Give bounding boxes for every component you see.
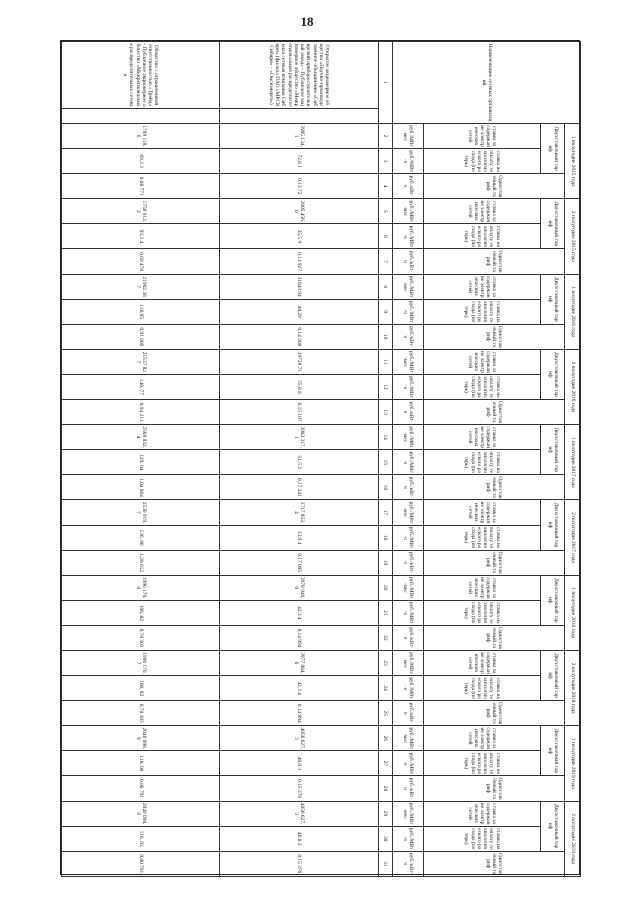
unit-mwh: руб./МВт·ч bbox=[393, 600, 424, 625]
one-part-tariff-header: Одноставочный тариф bbox=[423, 550, 564, 575]
column-number: 22 bbox=[378, 625, 393, 650]
rate-losses-header: ставка на оплату технологического расхода (потерь) bbox=[423, 299, 540, 324]
period-header: 1 полугодие 2015 года bbox=[565, 124, 581, 199]
value-cell: 72,6 1 bbox=[220, 149, 378, 174]
value-cell: 116, 03 bbox=[62, 826, 220, 851]
value-cell: 1,04 864 bbox=[62, 475, 220, 500]
column-number: 14 bbox=[378, 425, 393, 450]
unit-mw: руб./МВт·мес bbox=[393, 801, 424, 826]
value-cell: 46,0 3 bbox=[220, 751, 378, 776]
column-number: 10 bbox=[378, 324, 393, 349]
column-number: 21 bbox=[378, 600, 393, 625]
unit-mwh: руб./МВт·ч bbox=[393, 224, 424, 249]
value-cell: 3717 852,4 bbox=[220, 500, 378, 525]
value-cell: 140, 77 bbox=[62, 374, 220, 399]
column-number: 15 bbox=[378, 450, 393, 475]
column-number: 24 bbox=[378, 676, 393, 701]
column-number: 12 bbox=[378, 374, 393, 399]
unit-kwh: руб./кВт·ч bbox=[393, 400, 424, 425]
header-row-rates bbox=[423, 42, 540, 877]
header-row-units bbox=[393, 42, 424, 877]
period-header: 1 полугодие 2018 года bbox=[565, 575, 581, 650]
two-part-tariff-header: Двухставочный тариф bbox=[540, 726, 564, 776]
unit-mw: руб./МВт·мес bbox=[393, 575, 424, 600]
one-part-tariff-header: Одноставочный тариф bbox=[423, 701, 564, 726]
unit-kwh: руб./кВт·ч bbox=[393, 625, 424, 650]
two-part-tariff-header: Двухставочный тариф bbox=[540, 274, 564, 324]
rate-losses-header: ставка на оплату технологического расхода (потерь) bbox=[423, 450, 540, 475]
unit-mw: руб./МВт·мес bbox=[393, 274, 424, 299]
column-number: 30 bbox=[378, 826, 393, 851]
column-number: 4 bbox=[378, 174, 393, 199]
value-cell: 1789 118,6 bbox=[62, 124, 220, 149]
rate-losses-header: ставка на оплату технологического расхода (потерь) bbox=[423, 224, 540, 249]
value-cell: 0,78 303 bbox=[62, 701, 220, 726]
value-cell: 0,13 72 bbox=[220, 174, 378, 199]
unit-mw: руб./МВт·мес bbox=[393, 500, 424, 525]
unit-kwh: руб./кВт·ч bbox=[393, 851, 424, 876]
two-part-tariff-header: Двухставочный тариф bbox=[540, 124, 564, 174]
unit-mw: руб./МВт·мес bbox=[393, 425, 424, 450]
value-cell: 116,65 bbox=[62, 299, 220, 324]
column-number: 1 bbox=[378, 42, 393, 124]
value-cell: 3982 317,1 bbox=[220, 425, 378, 450]
two-part-tariff-header: Двухставочный тариф bbox=[540, 650, 564, 700]
tariff-table-frame bbox=[60, 40, 580, 875]
value-cell: 129, 04 bbox=[62, 450, 220, 475]
one-part-tariff-header: Одноставочный тариф bbox=[423, 625, 564, 650]
value-cell: 4056 627,3 bbox=[220, 726, 378, 751]
one-part-tariff-header: Одноставочный тариф bbox=[423, 475, 564, 500]
org-column-header: Наименование сетевых организаций bbox=[393, 42, 581, 124]
value-cell: 2568 832,4 bbox=[62, 425, 220, 450]
one-part-tariff-header: Одноставочный тариф bbox=[423, 400, 564, 425]
period-header: 2 полугодие 2016 года bbox=[565, 349, 581, 424]
value-cell: 1750 912,2 bbox=[62, 199, 220, 224]
value-cell: 46,0 2 bbox=[220, 826, 378, 851]
value-cell: 2530 919,7 bbox=[62, 500, 220, 525]
value-cell: 3995 134,1 bbox=[220, 124, 378, 149]
value-cell: 106, 82 bbox=[62, 676, 220, 701]
value-cell: 0,13 927 bbox=[220, 249, 378, 274]
value-cell: 3905 456,0 bbox=[220, 199, 378, 224]
unit-mw: руб./МВт·мес bbox=[393, 124, 424, 149]
column-number: 5 bbox=[378, 199, 393, 224]
one-part-tariff-header: Одноставочный тариф bbox=[423, 174, 564, 199]
period-header: 1 полугодие 2017 года bbox=[565, 425, 581, 500]
one-part-tariff-header: Одноставочный тариф bbox=[423, 324, 564, 349]
column-number: 25 bbox=[378, 701, 393, 726]
rate-maintenance-header: ставка за содержание электрических сетей bbox=[423, 500, 540, 525]
column-number: 31 bbox=[378, 851, 393, 876]
period-header: 2 полугодие 2018 года bbox=[565, 650, 581, 725]
column-number: 6 bbox=[378, 224, 393, 249]
value-cell: 21902 387 bbox=[62, 274, 220, 299]
two-part-tariff-header: Двухставочный тариф bbox=[540, 349, 564, 399]
value-cell: 42,3 4 bbox=[220, 600, 378, 625]
rate-maintenance-header: ставка за содержание электрических сетей bbox=[423, 274, 540, 299]
value-cell: 35,5 9 bbox=[220, 224, 378, 249]
value-cell: 42,3 4 bbox=[220, 676, 378, 701]
unit-mw: руб./МВт·мес bbox=[393, 726, 424, 751]
unit-kwh: руб./кВт·ч bbox=[393, 249, 424, 274]
value-cell: 0,80 791 bbox=[62, 851, 220, 876]
unit-kwh: руб./кВт·ч bbox=[393, 324, 424, 349]
column-numbers-row bbox=[378, 42, 393, 877]
column-number: 27 bbox=[378, 751, 393, 776]
one-part-tariff-header: Одноставочный тариф bbox=[423, 851, 564, 876]
value-cell: 48,29 bbox=[220, 299, 378, 324]
value-cell: 55,8 8 bbox=[220, 374, 378, 399]
unit-mwh: руб./МВт·ч bbox=[393, 676, 424, 701]
unit-mwh: руб./МВт·ч bbox=[393, 525, 424, 550]
unit-mw: руб./МВт·мес bbox=[393, 650, 424, 675]
value-cell: 0,15 378 bbox=[220, 776, 378, 801]
column-number: 16 bbox=[378, 475, 393, 500]
value-cell: 51,5 2 bbox=[220, 450, 378, 475]
value-cell: 0,14 994 bbox=[220, 701, 378, 726]
period-header: 2 полугодие 2015 года bbox=[565, 199, 581, 274]
row-number-cell bbox=[220, 109, 378, 124]
column-number: 11 bbox=[378, 349, 393, 374]
one-part-tariff-header: Одноставочный тариф bbox=[423, 776, 564, 801]
column-number: 8 bbox=[378, 274, 393, 299]
value-cell: 106, 82 bbox=[62, 600, 220, 625]
value-cell: 0,78 303 bbox=[62, 625, 220, 650]
unit-mw: руб./МВт·мес bbox=[393, 199, 424, 224]
value-cell: 3978 946,0 bbox=[220, 575, 378, 600]
org-name-cell: Открытое акционерное общество «Научно-производственное объединение «Сибирский приборостроительный завод» - Публичное акционерное общество «Межрегиональная распределительная сетевая компания Сибири» (филиал ПАО «МРСК Сибири» - «Омскэнерго») bbox=[220, 42, 378, 109]
column-number: 26 bbox=[378, 726, 393, 751]
value-cell: 69,3 3 bbox=[62, 149, 220, 174]
column-number: 2 bbox=[378, 124, 393, 149]
rate-maintenance-header: ставка за содержание электрических сетей bbox=[423, 650, 540, 675]
value-cell: 1996 170,0 bbox=[62, 575, 220, 600]
value-cell: 0,68 771 bbox=[62, 174, 220, 199]
two-part-tariff-header: Двухставочный тариф bbox=[540, 500, 564, 550]
table-row bbox=[62, 42, 220, 877]
rate-maintenance-header: ставка за содержание электрических сетей bbox=[423, 124, 540, 149]
value-cell: 0,15 107 bbox=[220, 400, 378, 425]
rate-losses-header: ставка на оплату технологического расхода (потерь) bbox=[423, 374, 540, 399]
value-cell: 21537 827 bbox=[62, 349, 220, 374]
rate-maintenance-header: ставка за содержание электрических сетей bbox=[423, 575, 540, 600]
value-cell: 136, 06 bbox=[62, 525, 220, 550]
one-part-tariff-header: Одноставочный тариф bbox=[423, 249, 564, 274]
rate-maintenance-header: ставка за содержание электрических сетей bbox=[423, 425, 540, 450]
column-number: 9 bbox=[378, 299, 393, 324]
org-name-cell: Общество с ограниченной ответственностью «Трейд» - Публичное акционерное общество «Межрегиональная распределительная сетевая bbox=[62, 42, 220, 109]
value-cell: 4056 627,3 bbox=[220, 801, 378, 826]
unit-mwh: руб./МВт·ч bbox=[393, 751, 424, 776]
unit-mwh: руб./МВт·ч bbox=[393, 450, 424, 475]
value-cell: 0,14 208 bbox=[220, 324, 378, 349]
table-row bbox=[220, 42, 378, 877]
column-number: 17 bbox=[378, 500, 393, 525]
value-cell: 0,17 095 bbox=[220, 550, 378, 575]
column-number: 18 bbox=[378, 525, 393, 550]
rate-maintenance-header: ставка за содержание электрических сетей bbox=[423, 801, 540, 826]
column-number: 28 bbox=[378, 776, 393, 801]
column-number: 7 bbox=[378, 249, 393, 274]
unit-kwh: руб./кВт·ч bbox=[393, 475, 424, 500]
header-row-periods bbox=[565, 42, 581, 877]
two-part-tariff-header: Двухставочный тариф bbox=[540, 575, 564, 625]
rate-maintenance-header: ставка за содержание электрических сетей bbox=[423, 199, 540, 224]
period-header: 1 полугодие 2016 года bbox=[565, 274, 581, 349]
value-cell: 31043 94 bbox=[220, 274, 378, 299]
rate-losses-header: ставка на оплату технологического расхода (потерь) bbox=[423, 826, 540, 851]
value-cell: 0,80 791 bbox=[62, 776, 220, 801]
period-header: 2 полугодие 2019 года bbox=[565, 801, 581, 876]
column-number: 19 bbox=[378, 550, 393, 575]
unit-mwh: руб./МВт·ч bbox=[393, 826, 424, 851]
two-part-tariff-header: Двухставочный тариф bbox=[540, 801, 564, 851]
column-number: 29 bbox=[378, 801, 393, 826]
column-number: 20 bbox=[378, 575, 393, 600]
rate-losses-header: ставка на оплату технологического расхода (потерь) bbox=[423, 525, 540, 550]
row-number-cell bbox=[62, 109, 220, 124]
value-cell: 39728 71 bbox=[220, 349, 378, 374]
value-cell: 0,14 994 bbox=[220, 625, 378, 650]
value-cell: 0,15 376 bbox=[220, 851, 378, 876]
value-cell: 0,17 241 bbox=[220, 475, 378, 500]
rate-losses-header: ставка на оплату технологического расхода (потерь) bbox=[423, 676, 540, 701]
period-header: 1 полугодие 2019 года bbox=[565, 726, 581, 801]
column-number: 3 bbox=[378, 149, 393, 174]
value-cell: 0,91 800 bbox=[62, 324, 220, 349]
value-cell: 0,94 211 bbox=[62, 400, 220, 425]
value-cell: 2040 098,8 bbox=[62, 726, 220, 751]
value-cell: 93,3 4 bbox=[62, 224, 220, 249]
two-part-tariff-header: Двухставочный тариф bbox=[540, 425, 564, 475]
unit-kwh: руб./кВт·ч bbox=[393, 174, 424, 199]
value-cell: 116, 00 bbox=[62, 751, 220, 776]
tariff-table bbox=[61, 41, 581, 877]
header-row-tariff-types bbox=[540, 42, 564, 877]
unit-mwh: руб./МВт·ч bbox=[393, 299, 424, 324]
unit-mw: руб./МВт·мес bbox=[393, 349, 424, 374]
value-cell: 2040 098,8 bbox=[62, 801, 220, 826]
column-number: 13 bbox=[378, 400, 393, 425]
rate-losses-header: ставка на оплату технологического расхода (потерь) bbox=[423, 149, 540, 174]
period-header: 2 полугодие 2017 года bbox=[565, 500, 581, 575]
unit-mwh: руб./МВт·ч bbox=[393, 374, 424, 399]
unit-kwh: руб./кВт·ч bbox=[393, 701, 424, 726]
rate-maintenance-header: ставка за содержание электрических сетей bbox=[423, 349, 540, 374]
two-part-tariff-header: Двухставочный тариф bbox=[540, 199, 564, 249]
unit-kwh: руб./кВт·ч bbox=[393, 550, 424, 575]
rate-losses-header: ставка на оплату технологического расхода (потерь) bbox=[423, 600, 540, 625]
rotated-table-container bbox=[61, 41, 581, 876]
rate-losses-header: ставка на оплату технологического расхода (потерь) bbox=[423, 751, 540, 776]
value-cell: 3977 884,6 bbox=[220, 650, 378, 675]
value-cell: 0,69 478 bbox=[62, 249, 220, 274]
value-cell: 1996 170,7 bbox=[62, 650, 220, 675]
unit-mwh: руб./МВт·ч bbox=[393, 149, 424, 174]
page-number: 18 bbox=[300, 14, 314, 29]
value-cell: 1,28 612 bbox=[62, 550, 220, 575]
value-cell: 33,9 4 bbox=[220, 525, 378, 550]
unit-kwh: руб./кВт·ч bbox=[393, 776, 424, 801]
rate-maintenance-header: ставка за содержание электрических сетей bbox=[423, 726, 540, 751]
column-number: 23 bbox=[378, 650, 393, 675]
